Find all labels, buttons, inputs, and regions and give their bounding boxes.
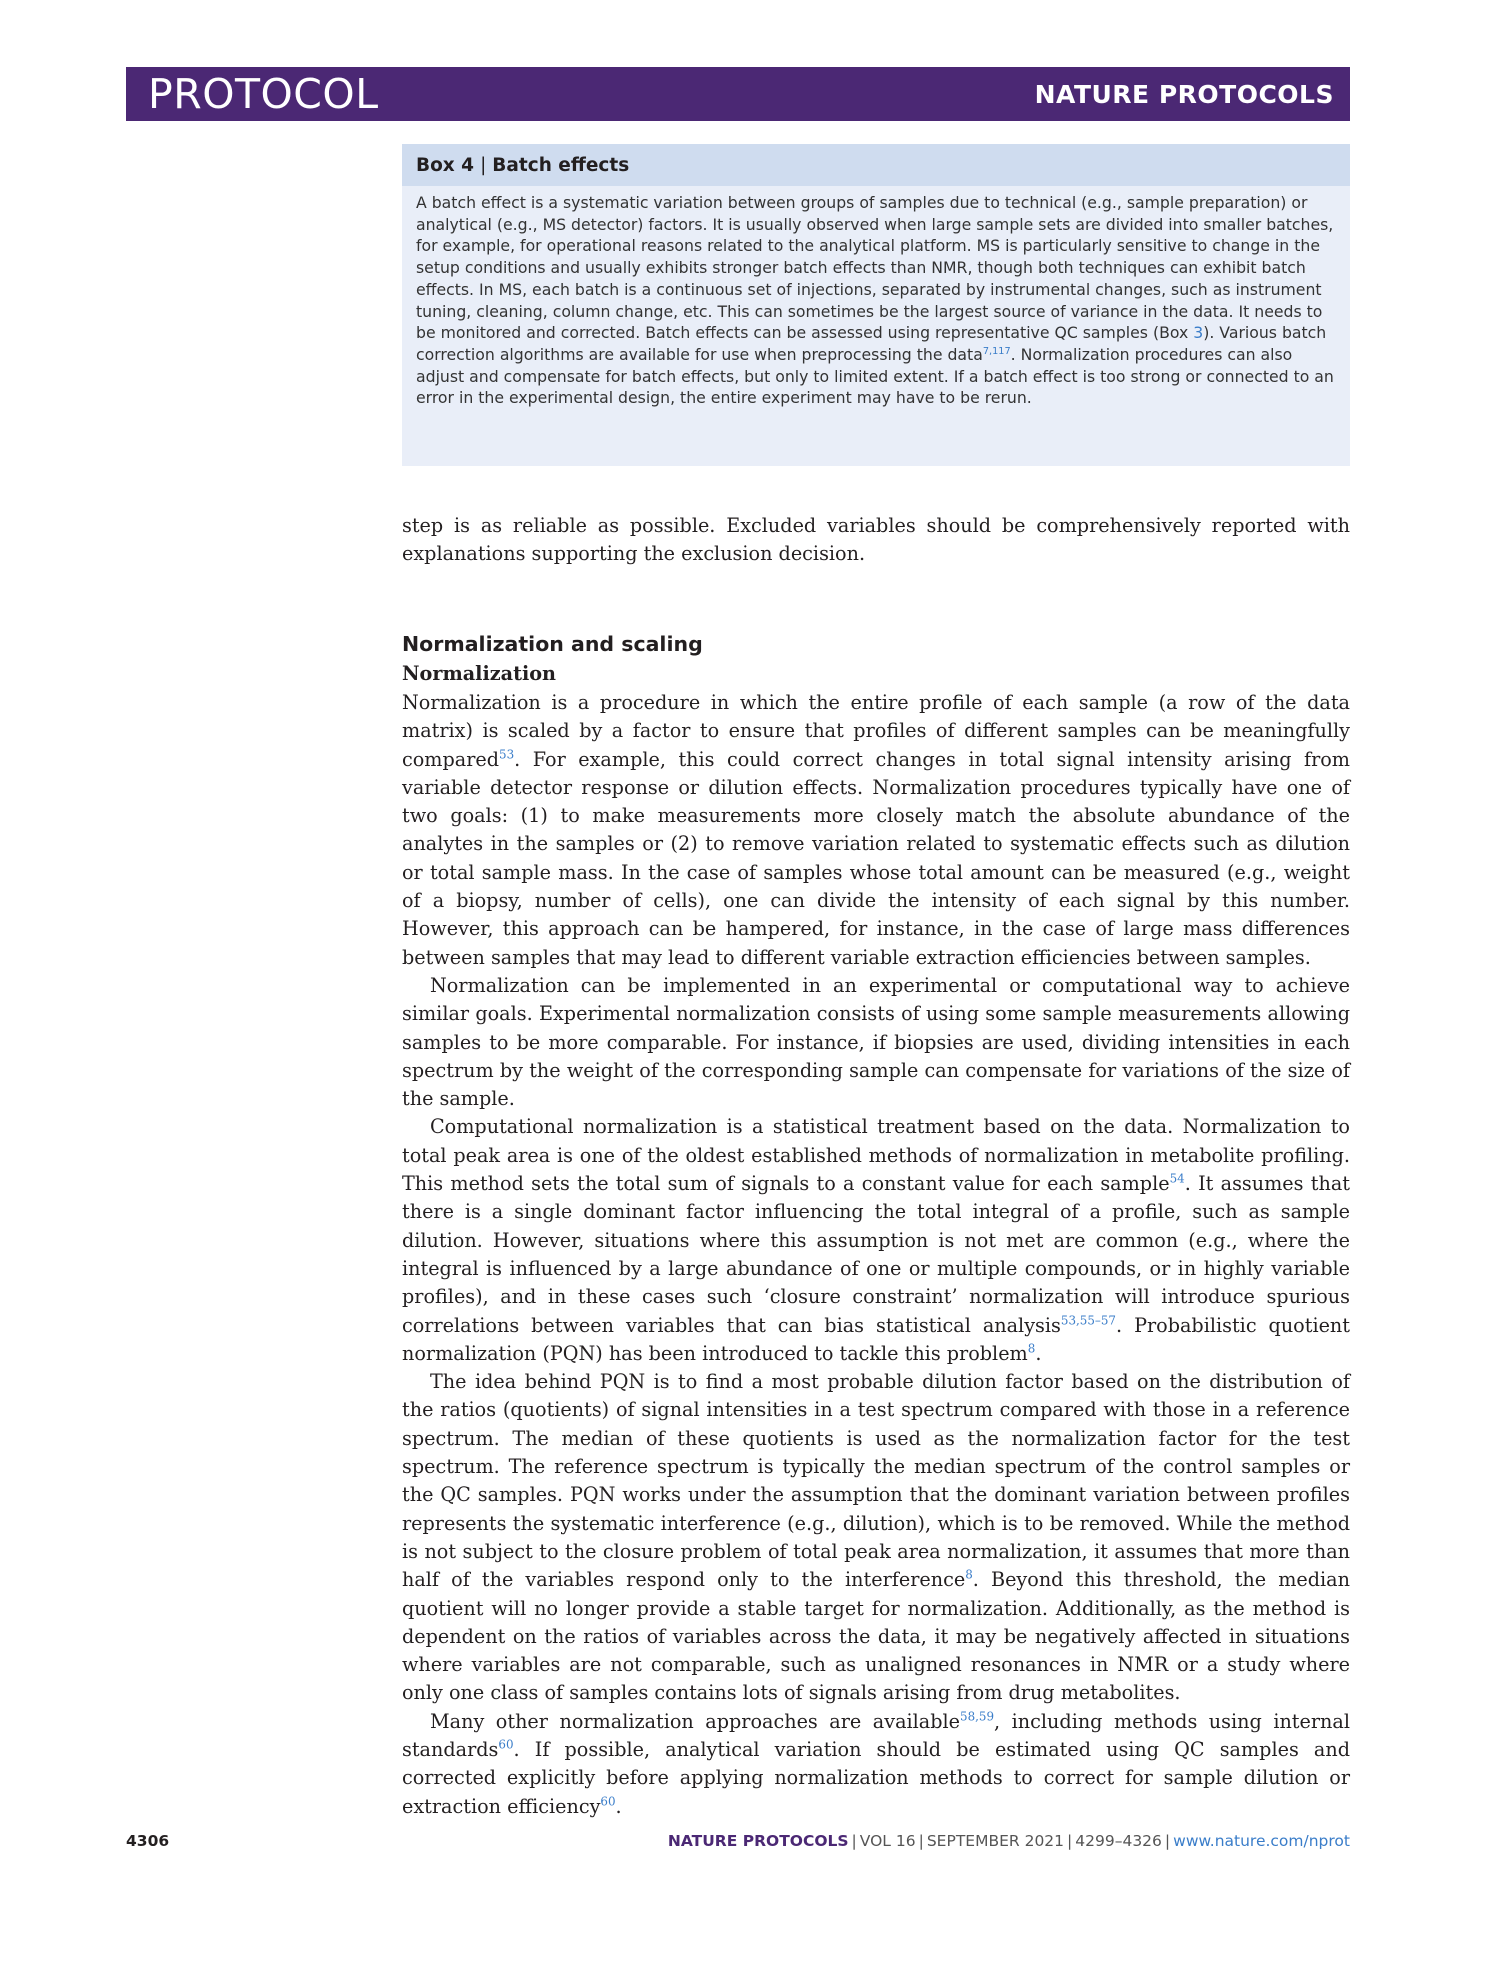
footer-pages: 4299–4326 — [1075, 1832, 1162, 1850]
continuation-paragraph: step is as reliable as possible. Excluded variables should be comprehensively reported with explanations supporting the exclusion decision. — [402, 514, 1350, 566]
paragraph-2: Normalization can be implemented in an experimental or computational way to achieve similar goals. Experimental normalization consists of using some sample measurements allowing samples to be more comparable. For instance, if biopsies are used, dividing intensities in each spectrum by the weight of the corresponding sample can compensate for variations of the size of the sample. — [402, 973, 1350, 1111]
subsection-title: Normalization — [402, 662, 556, 685]
box-separator: | — [480, 154, 487, 176]
box-body — [402, 186, 1350, 409]
paragraph-5: Many other normalization approaches are available$^{58,59}$, including methods using internal standards$^{60}$. If possible, analytical variation should be estimated using QC samples and corrected explicitly before applying normalization methods to correct for sample dilution or extraction efficiency$^{60}$. — [402, 1709, 1350, 1818]
journal-name: NATURE PROTOCOLS — [1034, 79, 1334, 109]
citation-link[interactable]: 7,117 — [982, 345, 1011, 357]
box-heading: Batch effects — [492, 154, 630, 176]
box-text-2: ). Various batch correction algorithms are available for use when preprocessing the data — [416, 323, 1327, 364]
citation-link[interactable]: 60 — [498, 1737, 514, 1752]
citation-link[interactable]: 54 — [1169, 1171, 1185, 1186]
citation-link[interactable]: 8 — [1027, 1341, 1036, 1356]
box-text-3: . Normalization procedures can also adjust and compensate for batch effects, but only to limited extent. If a batch effect is too strong or connected to an error in the experimental design, the entire experiment may have to be rerun. — [416, 344, 1334, 408]
paragraph-1: Normalization is a procedure in which the entire profile of each sample (a row of the data matrix) is scaled by a factor to ensure that profiles of different samples can be meaningfully compared$^{53}$. For example, this could correct changes in total signal intensity arising from variable detector response or dilution effects. Normalization procedures typically have one of two goals: (1) to make measurements more closely match the absolute abundance of the analytes in the samples or (2) to remove variation related to systematic effects such as dilution or total sample mass. In the case of samples whose total amount can be measured (e.g., weight of a biopsy, number of cells), one can divide the intensity of each signal by this number. However, this approach can be hampered, for instance, in the case of large mass differences between samples that may lead to different variable extraction efficiencies between samples. — [402, 691, 1350, 969]
section-title: Normalization and scaling — [402, 632, 703, 656]
citation-link[interactable]: 60 — [600, 1794, 616, 1809]
box-label: Box 4 — [416, 154, 475, 176]
citation-link[interactable]: 58,59 — [960, 1709, 995, 1724]
box-title — [402, 144, 1350, 186]
paragraph-3: Computational normalization is a statistical treatment based on the data. Normalization to total peak area is one of the oldest established methods of normalization in metabolite profiling. This method sets the total sum of signals to a constant value for each sample$^{54}$. It assumes that there is a single dominant factor influencing the total integral of a profile, such as sample dilution. However, situations where this assumption is not met are common (e.g., where the integral is influenced by a large abundance of one or multiple compounds, or in highly variable profiles), and in these cases such ‘closure constraint’ normalization will introduce spurious correlations between variables that can bias statistical analysis$^{53,55-57}$. Probabilistic quotient normalization (PQN) has been introduced to tackle this problem$^8$. — [402, 1115, 1351, 1365]
section-label: PROTOCOL — [148, 70, 379, 118]
paragraph-4: The idea behind PQN is to find a most probable dilution factor based on the distribution of the ratios (quotients) of signal intensities in a test spectrum compared with those in a reference spectrum. The median of these quotients is used as the normalization factor for the test spectrum. The reference spectrum is typically the median spectrum of the control samples or the QC samples. PQN works under the assumption that the dominant variation between profiles represents the systematic interference (e.g., dilution), which is to be removed. While the method is not subject to the closure problem of total peak area normalization, it assumes that more than half of the variables respond only to the interference$^8$. Beyond this threshold, the median quotient will no longer provide a stable target for normalization. Additionally, as the method is dependent on the ratios of variables across the data, it may be negatively affected in situations where variables are not comparable, such as unaligned resonances in NMR or a study where only one class of samples contains lots of signals arising from drug metabolites. — [402, 1370, 1350, 1705]
footer-volume: VOL 16 — [859, 1832, 916, 1850]
citation-link[interactable]: 53,55–57 — [1060, 1313, 1116, 1328]
box-batch-effects — [402, 144, 1350, 466]
body-text — [402, 689, 1350, 1821]
citation-link[interactable]: 8 — [965, 1567, 973, 1582]
footer-journal: NATURE PROTOCOLS — [667, 1832, 849, 1850]
continuation-text — [402, 512, 1350, 569]
footer-citation: NATURE PROTOCOLS | VOL 16 | SEPTEMBER 2021 | 4299–4326 | www.nature.com/nprot — [667, 1832, 1350, 1850]
header-bar — [126, 67, 1350, 121]
box-text-1: A batch effect is a systematic variation between groups of samples due to technical (e.g., sample preparation) or analytical (e.g., MS detector) factors. It is usually observed when large sample sets are divided into smaller batches, for example, for operational reasons related to the analytical platform. MS is particularly sensitive to change in the setup conditions and usually exhibits stronger batch effects than NMR, though both techniques can exhibit batch effects. In MS, each batch is a continuous set of injections, separated by instrumental changes, such as instrument tuning, cleaning, column change, etc. This can sometimes be the largest source of variance in the data. It needs to be monitored and corrected. Batch effects can be assessed using representative QC samples (Box — [416, 193, 1334, 343]
citation-link[interactable]: 53 — [499, 747, 515, 762]
footer-date: SEPTEMBER 2021 — [926, 1832, 1065, 1850]
page-number: 4306 — [126, 1832, 170, 1850]
box-ref-link[interactable]: 3 — [1193, 323, 1204, 343]
footer-url-link[interactable]: www.nature.com/nprot — [1173, 1832, 1350, 1850]
